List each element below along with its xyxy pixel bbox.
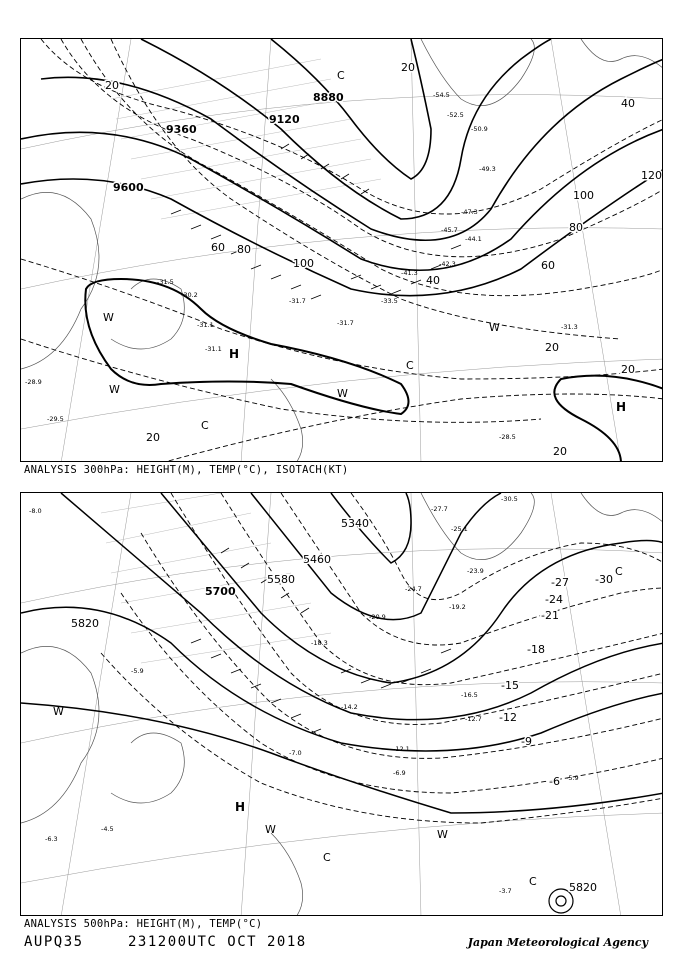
height-label-5460: 5460 — [303, 553, 331, 566]
isotherm-label: -21 — [541, 609, 559, 622]
high-pressure-center: H — [616, 400, 627, 414]
temp-reading: -4.5 — [101, 825, 114, 833]
temp-reading: -31.5 — [157, 278, 174, 286]
isotherm-label: -9 — [521, 735, 532, 748]
isotach-label: 100 — [573, 189, 594, 202]
cold-label: C — [615, 565, 623, 578]
warm-label: W — [109, 383, 120, 396]
warm-label: W — [489, 321, 500, 334]
map-300hpa — [20, 38, 663, 462]
temp-reading: -52.5 — [447, 111, 464, 119]
height-label-5820: 5820 — [71, 617, 99, 630]
warm-label: W — [337, 387, 348, 400]
isotach-label: 20 — [553, 445, 567, 458]
temp-reading: -8.0 — [29, 507, 42, 515]
cold-label: C — [201, 419, 209, 432]
temp-reading: -45.7 — [441, 226, 458, 234]
temp-reading: -24.7 — [405, 585, 422, 593]
warm-label: W — [437, 828, 448, 841]
isotherm-label: -18 — [527, 643, 545, 656]
temp-reading: -5.9 — [131, 667, 144, 675]
isotherm-label: -30 — [595, 573, 613, 586]
temp-reading: -16.5 — [461, 691, 478, 699]
isotherm-label: -15 — [501, 679, 519, 692]
isotherm-label: -27 — [551, 576, 569, 589]
isotach-label: 40 — [426, 274, 440, 287]
temp-reading: -12.1 — [393, 745, 410, 753]
isotach-label: 80 — [237, 243, 251, 256]
warm-label: W — [265, 823, 276, 836]
temp-reading: -3.7 — [499, 887, 512, 895]
temp-reading: -31.1 — [197, 321, 214, 329]
temp-reading: -29.5 — [47, 415, 64, 423]
hatch-bottom — [101, 493, 331, 663]
isotach-label: 60 — [541, 259, 555, 272]
isotach-label: 20 — [146, 431, 160, 444]
isotach-label: 40 — [621, 97, 635, 110]
temp-reading: -12.7 — [465, 715, 482, 723]
height-label-8880: 8880 — [313, 91, 344, 104]
cold-label: C — [337, 69, 345, 82]
temp-reading: -30.5 — [501, 495, 518, 503]
temp-reading: -7.0 — [289, 749, 302, 757]
cold-label: C — [529, 875, 537, 888]
map-500hpa — [20, 492, 663, 916]
warm-contour-top — [85, 279, 663, 462]
high-pressure-center: H — [229, 347, 240, 361]
cold-label: C — [323, 851, 331, 864]
isotach-label: 20 — [545, 341, 559, 354]
isotach-label: 60 — [211, 241, 225, 254]
temp-reading: -20.9 — [369, 613, 386, 621]
jet-hatch-top — [111, 59, 381, 219]
height-label-9600: 9600 — [113, 181, 144, 194]
valid-time: 231200UTC OCT 2018 — [128, 934, 307, 950]
temp-reading: -23.9 — [467, 567, 484, 575]
isotherm-label: -24 — [545, 593, 563, 606]
temp-reading: -47.3 — [461, 208, 478, 216]
height-contours-bottom — [21, 493, 663, 813]
temp-reading: -30.2 — [181, 291, 198, 299]
temp-reading: -41.3 — [401, 269, 418, 277]
height-label-9360: 9360 — [166, 123, 197, 136]
height-label-9120: 9120 — [269, 113, 300, 126]
temp-reading: -14.2 — [341, 703, 358, 711]
height-label-5340: 5340 — [341, 517, 369, 530]
high-pressure-center: H — [235, 800, 246, 814]
height-label-5580: 5580 — [267, 573, 295, 586]
temp-reading: -50.9 — [471, 125, 488, 133]
temp-reading: -6.9 — [393, 769, 406, 777]
agency-name: Japan Meteorological Agency — [467, 936, 648, 949]
isotach-label: 100 — [293, 257, 314, 270]
temp-reading: -28.9 — [25, 378, 42, 386]
isotach-label: 20 — [105, 79, 119, 92]
isotach-label: 120 — [641, 169, 662, 182]
temp-reading: -49.3 — [479, 165, 496, 173]
isotach-label: 80 — [569, 221, 583, 234]
height-label-5820-small: 5820 — [569, 881, 597, 894]
temp-reading: -6.3 — [45, 835, 58, 843]
bulletin-code: AUPQ35 — [24, 934, 84, 950]
temp-reading: -44.1 — [465, 235, 482, 243]
temp-reading: -28.5 — [499, 433, 516, 441]
caption-300hpa: ANALYSIS 300hPa: HEIGHT(M), TEMP(°C), ISOTACH(KT) — [24, 464, 349, 476]
isotherm-label: -12 — [499, 711, 517, 724]
cold-label: C — [406, 359, 414, 372]
isotherms-bottom — [101, 493, 663, 823]
temp-reading: -31.7 — [289, 297, 306, 305]
temp-reading: -31.1 — [205, 345, 222, 353]
temp-reading: -31.7 — [337, 319, 354, 327]
warm-label: W — [103, 311, 114, 324]
temp-reading: -25.1 — [451, 525, 468, 533]
isotherm-label: -6 — [549, 775, 560, 788]
map-300hpa-canvas — [21, 39, 663, 462]
temp-reading: -33.5 — [381, 297, 398, 305]
height-label-5700: 5700 — [205, 585, 236, 598]
temp-reading: -42.3 — [439, 260, 456, 268]
temp-reading: -54.5 — [433, 91, 450, 99]
temp-reading: -27.7 — [431, 505, 448, 513]
temp-reading: -31.3 — [561, 323, 578, 331]
warm-label: W — [53, 705, 64, 718]
temp-reading: -19.2 — [449, 603, 466, 611]
caption-500hpa: ANALYSIS 500hPa: HEIGHT(M), TEMP(°C) — [24, 918, 263, 930]
temp-reading: -5.9 — [566, 774, 579, 782]
map-500hpa-canvas — [21, 493, 663, 916]
isotach-label: 20 — [621, 363, 635, 376]
isotach-label: 20 — [401, 61, 415, 74]
temp-reading: -18.3 — [311, 639, 328, 647]
